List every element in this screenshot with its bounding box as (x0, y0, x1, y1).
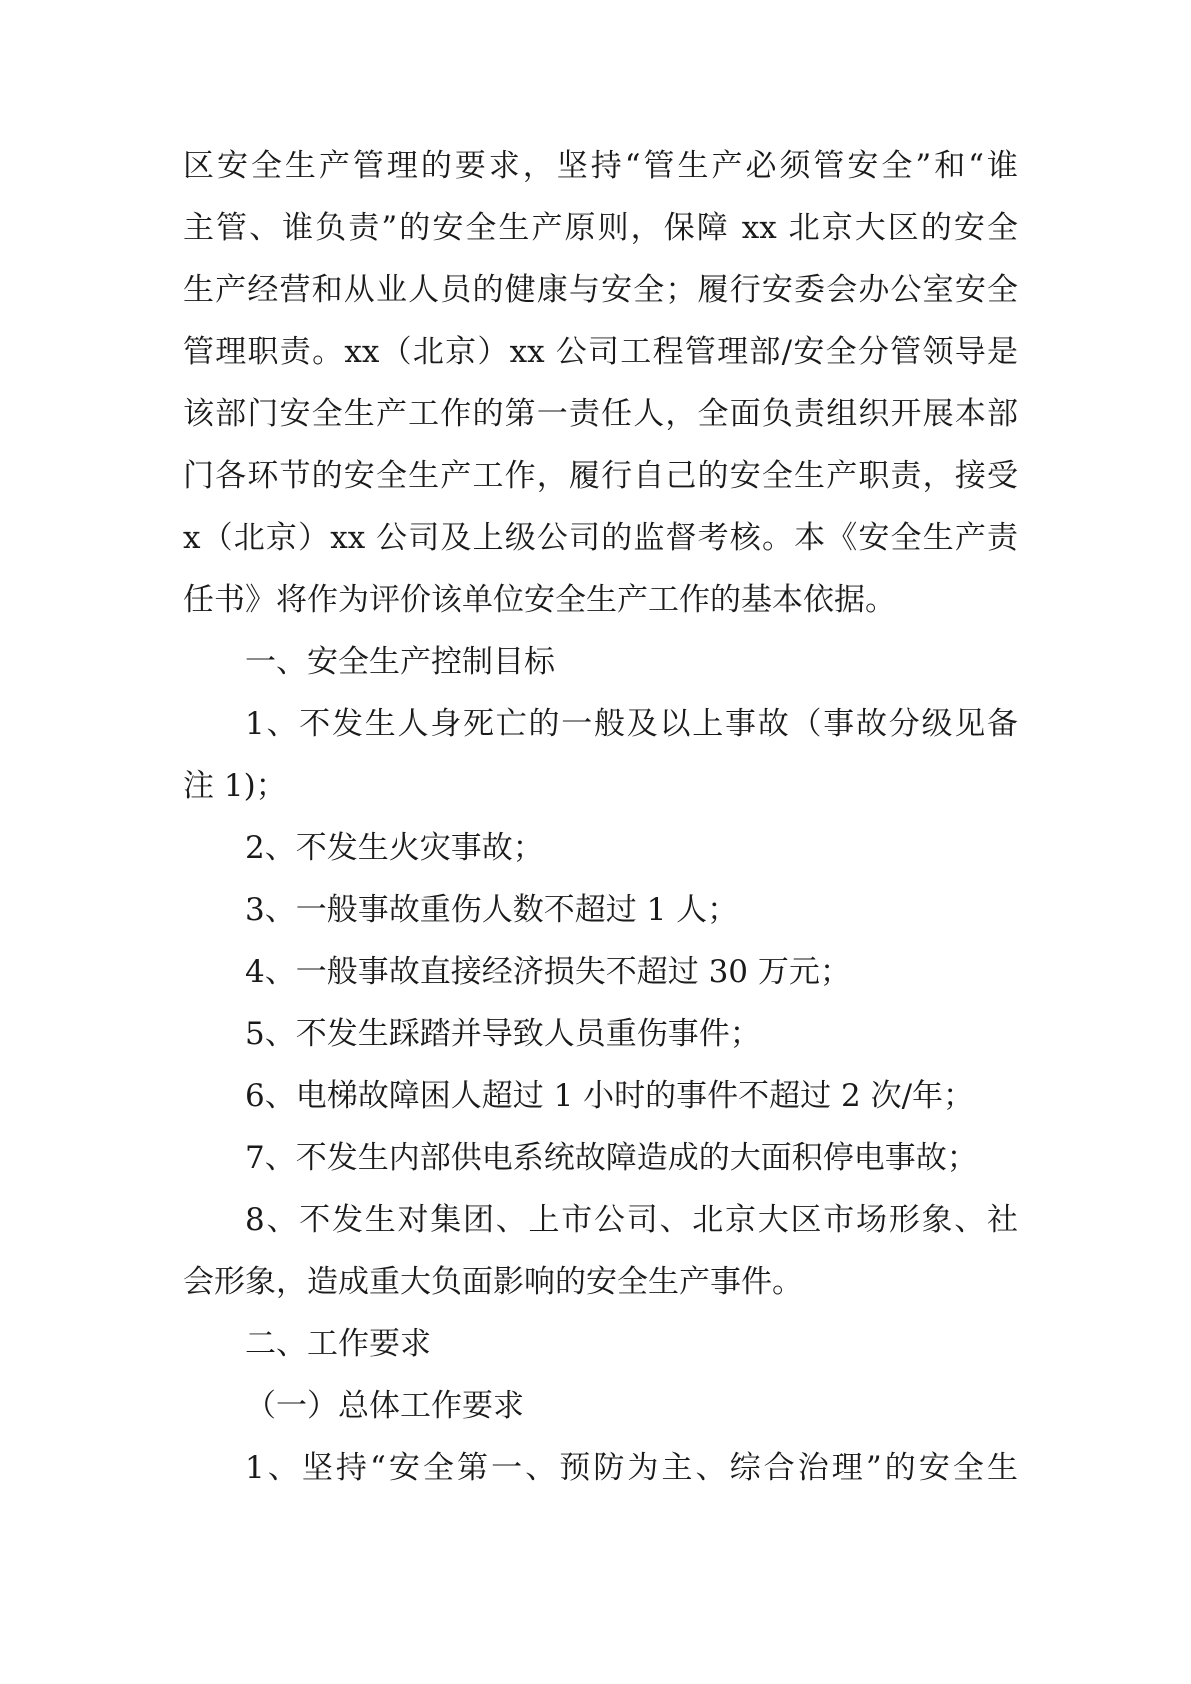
section-heading: 二、工作要求 (245, 1326, 431, 1362)
list-item: 1、坚持“安全第一、预防为主、综合治理”的安全生 (245, 1450, 1018, 1486)
text-line: 任书》将作为评价该单位安全生产工作的基本依据。 (183, 582, 896, 618)
list-item: 7、不发生内部供电系统故障造成的大面积停电事故； (245, 1140, 978, 1176)
list-item: 3、一般事故重伤人数不超过 1 人； (245, 892, 739, 928)
list-item: 5、不发生踩踏并导致人员重伤事件； (245, 1016, 761, 1052)
text-line: x（北京）xx 公司及上级公司的监督考核。本《安全生产责 (183, 520, 1018, 556)
list-item: 1、不发生人身死亡的一般及以上事故（事故分级见备 (245, 706, 1018, 742)
text-line: 门各环节的安全生产工作，履行自己的安全生产职责，接受 (183, 458, 1018, 494)
text-line: 生产经营和从业人员的健康与安全；履行安委会办公室安全 (183, 272, 1018, 308)
subsection-heading: （一）总体工作要求 (245, 1388, 524, 1424)
text-line: 管理职责。xx（北京）xx 公司工程管理部/安全分管领导是 (183, 334, 1018, 370)
list-item: 6、电梯故障困人超过 1 小时的事件不超过 2 次/年； (245, 1078, 975, 1114)
list-item-continuation: 注 1)； (183, 768, 287, 804)
text-line: 该部门安全生产工作的第一责任人，全面负责组织开展本部 (183, 396, 1018, 432)
text-line: 主管、谁负责”的安全生产原则，保障 xx 北京大区的安全 (183, 210, 1018, 246)
list-item-continuation: 会形象，造成重大负面影响的安全生产事件。 (183, 1264, 803, 1300)
list-item: 2、不发生火灾事故； (245, 830, 544, 866)
text-line: 区安全生产管理的要求，坚持“管生产必须管安全”和“谁 (183, 148, 1018, 184)
list-item: 4、一般事故直接经济损失不超过 30 万元； (245, 954, 851, 990)
section-heading: 一、安全生产控制目标 (245, 644, 555, 680)
list-item: 8、不发生对集团、上市公司、北京大区市场形象、社 (245, 1202, 1018, 1238)
document-body (183, 135, 1018, 1499)
